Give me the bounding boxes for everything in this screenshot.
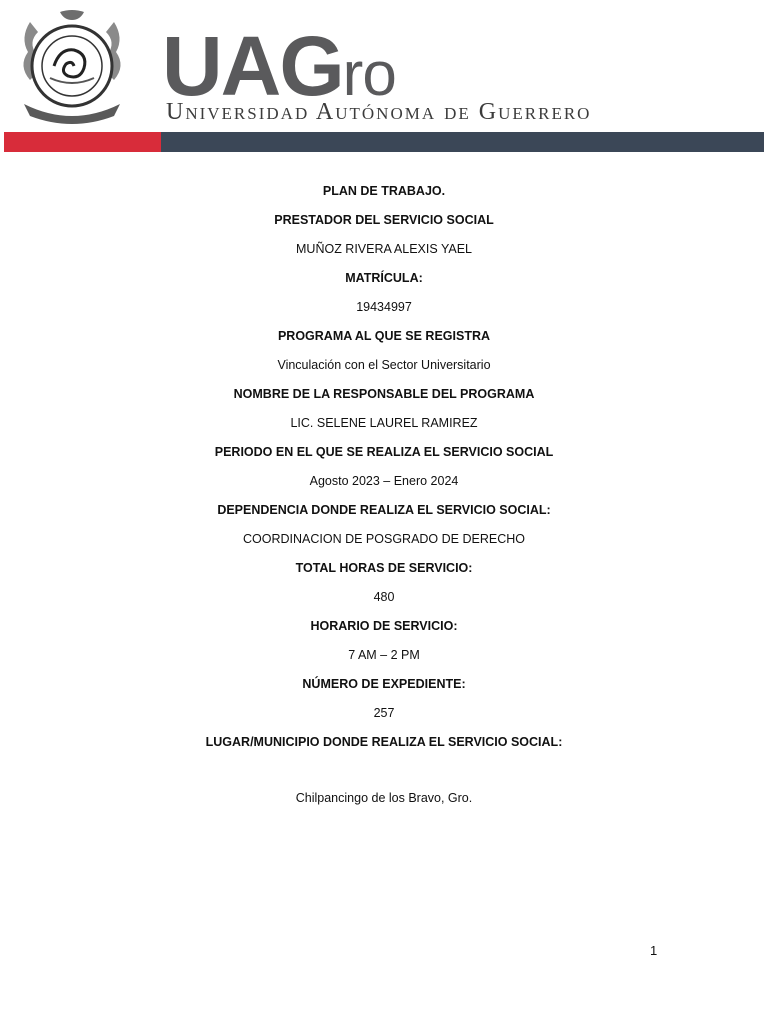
wordmark-suffix: ro — [342, 40, 396, 109]
dependencia-value: COORDINACION DE POSGRADO DE DERECHO — [243, 532, 525, 546]
lugar-value: Chilpancingo de los Bravo, Gro. — [295, 791, 473, 805]
university-seal-logo — [10, 8, 134, 126]
page-header — [0, 0, 768, 160]
horas-value: 480 — [373, 590, 395, 604]
periodo-label: PERIODO EN EL QUE SE REALIZA EL SERVICIO SOCIAL — [214, 445, 554, 459]
horario-label: HORARIO DE SERVICIO: — [310, 619, 458, 633]
uagro-wordmark — [162, 19, 396, 113]
document-body — [0, 180, 768, 816]
header-slate-bar — [161, 132, 764, 152]
horas-label: TOTAL HORAS DE SERVICIO: — [295, 561, 473, 575]
dependencia-label: DEPENDENCIA DONDE REALIZA EL SERVICIO SOCIAL: — [217, 503, 551, 517]
matricula-label: MATRÍCULA: — [345, 271, 423, 285]
page-number: 1 — [650, 943, 658, 958]
header-red-bar — [4, 132, 161, 152]
programa-label: PROGRAMA AL QUE SE REGISTRA — [277, 329, 491, 343]
horario-value: 7 AM – 2 PM — [348, 648, 420, 662]
periodo-value: Agosto 2023 – Enero 2024 — [309, 474, 459, 488]
prestador-label: PRESTADOR DEL SERVICIO SOCIAL — [274, 213, 494, 227]
programa-value: Vinculación con el Sector Universitario — [277, 358, 491, 372]
expediente-label: NÚMERO DE EXPEDIENTE: — [302, 677, 466, 691]
wordmark-main: UAG — [162, 19, 343, 113]
expediente-value: 257 — [373, 706, 395, 720]
document-title: PLAN DE TRABAJO. — [322, 184, 446, 198]
lugar-label: LUGAR/MUNICIPIO DONDE REALIZA EL SERVICIO SOCIAL: — [205, 735, 563, 749]
university-name: Universidad Autónoma de Guerrero — [166, 99, 592, 125]
responsable-label: NOMBRE DE LA RESPONSABLE DEL PROGRAMA — [233, 387, 535, 401]
matricula-value: 19434997 — [356, 300, 412, 314]
prestador-value: MUÑOZ RIVERA ALEXIS YAEL — [296, 242, 472, 256]
responsable-value: LIC. SELENE LAUREL RAMIREZ — [290, 416, 478, 430]
